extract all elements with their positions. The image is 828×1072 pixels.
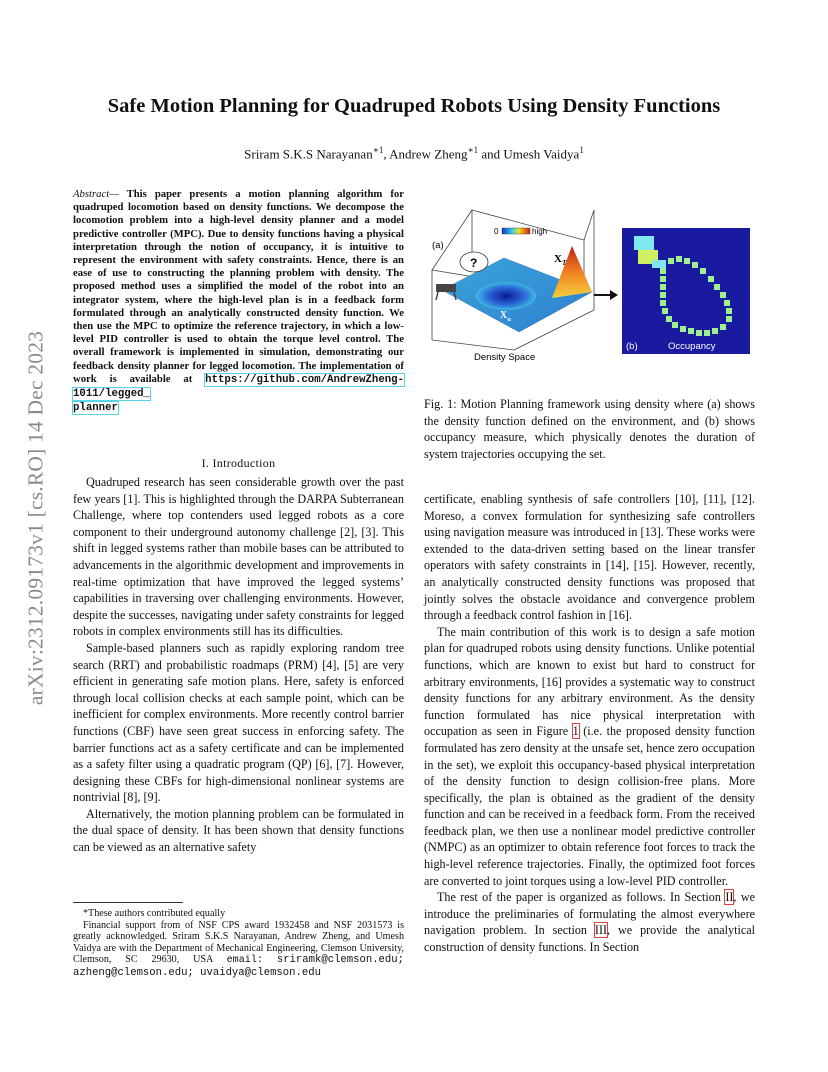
author-separator: , xyxy=(383,146,390,162)
footnote-funding xyxy=(73,920,404,980)
unsafe-set-label: $X_u$ xyxy=(500,310,511,323)
paragraph: Sample-based planners such as rapidly exploring random tree search (RRT) and probabilistic roadmaps (PRM) [4], [5] are very efficient in generating safe motion plans. Here, safety is enforced through local collision checks at each sample point, which can be inefficient for complex environments. More recently control barrier functions (CBF) have seen great success in enforcing safety. The barrier functions act as a safety certificate and can be implemented as a safety filter using a quadratic program (QP) [6], [7]. However, designing these CBFs for high-dimensional nonlinear systems are nontrivial [8], [9]. xyxy=(73,640,404,805)
arxiv-identifier: arXiv:2312.09173v1 [cs.RO] 14 Dec 2023 xyxy=(23,330,48,706)
footnote-funding-text: Financial support from of NSF CPS award 1932458 and NSF 2031573 is greatly acknowledged. Sriram S.K.S Narayanan, Andrew Zheng, and Umesh Vaidya are with the Department of Mechanical Engineering, Clemson University, Clemson, SC 29630, USA xyxy=(73,919,404,966)
author-line xyxy=(0,145,828,162)
occupancy-label: Occupancy xyxy=(668,341,716,352)
footnote-email-label: email: xyxy=(226,955,263,967)
footnote-emails[interactable]: sriramk@clemson.edu; azheng@clemson.edu; uvaidya@clemson.edu xyxy=(73,954,404,979)
footnote-equal-contribution: *These authors contributed equally xyxy=(83,908,226,919)
section-ref-link[interactable]: III xyxy=(594,923,608,938)
target-set-label: $X_T$ xyxy=(554,253,567,267)
unsafe-well xyxy=(476,282,536,310)
section-heading-introduction xyxy=(73,456,404,471)
abstract-label: Abstract— xyxy=(73,188,119,200)
section-ref-link[interactable]: II xyxy=(725,890,734,905)
paragraph: Alternatively, the motion planning problem can be formulated in the dual space of density. It has been shown that density functions can be viewed as an alternative safety xyxy=(73,806,404,855)
author-affiliation-mark: ∗1 xyxy=(467,145,479,155)
colorbar xyxy=(502,228,530,234)
author-affiliation-mark: 1 xyxy=(579,145,584,155)
author-separator: and xyxy=(478,146,504,162)
right-column-body xyxy=(424,491,755,956)
paragraph: Quadruped research has seen considerable growth over the past few years [1]. This is highlighted through the DARPA Subterranean Challenge, where top contenders used legged robots as a core component to their underground autonomy challenge [2], [3]. This shift in legged systems rather than mobile bases can be attributed to advancements in the algorithmic development and improvements in real-time optimization that have improved the legged systems’ capabilities in traversing over challenging environments. However, despite the successes, navigating under safety constraints for legged robots in complex environments still has its difficulties. xyxy=(73,475,404,639)
figure-caption: Fig. 1: Motion Planning framework using density where (a) shows the density function defined on the environment, and (b) shows occupancy measure, which physically denotes the duration of system trajectories occupying the set. xyxy=(424,397,755,461)
paragraph: The rest of the paper is organized as follows. In Section II, we introduce the preliminaries of formulating the almost everywhere navigation problem. In section III, we provide the analytical construction of density functions. In Section xyxy=(424,890,755,955)
arxiv-sidebar xyxy=(14,268,58,768)
footnote-rule xyxy=(73,902,183,903)
section-title: I. Introduction xyxy=(201,456,276,470)
figure-1 xyxy=(424,200,756,388)
author-name: Umesh Vaidya xyxy=(503,146,580,162)
abstract xyxy=(73,188,404,415)
density-space-label: Density Space xyxy=(474,352,536,363)
footnote xyxy=(73,908,404,980)
figure-1-graphic xyxy=(424,200,756,388)
arrow-icon xyxy=(594,290,618,300)
author-name: Sriram S.K.S Narayanan xyxy=(244,146,373,162)
colorbar-low-label: 0 xyxy=(494,227,499,236)
paragraph: The main contribution of this work is to design a safe motion plan for quadruped robots using density functions. Unlike potential functions, which are known to exist but hard to construct for arbitrary environments, [16] provides a systematic way to construct density functions for any arbitrary environment. As the density function formulated has nice physical interpretation with occupation as seen in Figure 1 (i.e. the proposed density function formulated has zero density at the unsafe set, hence zero occupation in the set), we exploit this occupancy-based physical interpretation of the density function to design collision-free plans. More specifically, the plan is obtained as the gradient of the density function and can be received in a feedback form. From the received feedback plan, we then use a nonlinear model predictive controller (NMPC) as an optimizer to obtain reference foot forces to track the high-level reference trajectories. Finally, the optimized foot forces are converted to joint torques using a low-level PID controller. xyxy=(424,624,756,888)
author-affiliation-mark: ∗1 xyxy=(372,145,384,155)
panel-a-label: (a) xyxy=(432,240,444,251)
paragraph: certificate, enabling synthesis of safe controllers [10], [11], [12]. Moreso, a convex formulation for synthesizing safe controllers using navigation measure was introduced in [13]. These works were extended to the data-driven setting based on the linear transfer operators with safety constraints in [14], [15]. However, recently, an analytically constructed density functions was proposed that jointly solves the obstacle avoidance and convergence problem through a feedback control fashion in [16]. xyxy=(424,492,755,623)
left-column-body xyxy=(73,474,404,856)
question-bubble-text: ? xyxy=(470,256,478,270)
abstract-body: This paper presents a motion planning algorithm for quadruped locomotion based on density functions. We decompose the locomotion problem into a high-level density planner and a model predictive controller (MPC). Due to density functions having a physical interpretation through the notion of occupancy, it is intuitive to represent the environment with safety constraints. Hence, there is an ease of use to constructing the planning problem with density. The proposed method uses a simplified the model of the robot into an integrator system, where the high-level plan is in a feedback form formulated through an analytically constructed density function. We then use the MPC to optimize the reference trajectory, in which a low-level PID controller is used to obtain the torque level control. The overall framework is implemented in simulation, demonstrating our feedback density planner for legged locomotion. The implementation of work is available at xyxy=(73,188,404,385)
github-link-continued[interactable]: planner xyxy=(73,402,118,415)
colorbar-high-label: high xyxy=(532,227,548,236)
author-name: Andrew Zheng xyxy=(389,146,468,162)
panel-b-label: (b) xyxy=(626,341,638,352)
github-link[interactable]: https://github.com/AndrewZheng-1011/legged_ xyxy=(73,373,404,401)
paper-title: Safe Motion Planning for Quadruped Robots Using Density Functions xyxy=(107,95,721,117)
figure-ref-link[interactable]: 1 xyxy=(572,724,579,739)
